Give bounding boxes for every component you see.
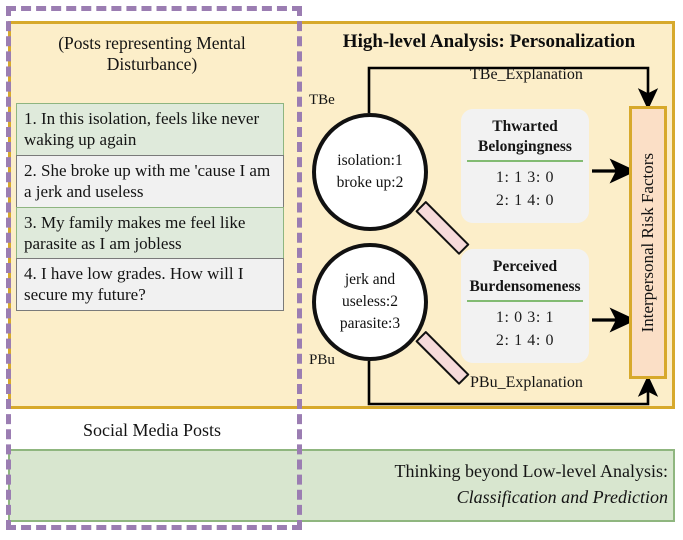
- construct-row-1: 1: 1 3: 0: [495, 169, 555, 187]
- construct-title-line-1: Thwarted: [492, 118, 558, 135]
- tbe-label: TBe: [309, 92, 335, 108]
- construct-thwarted-belongingness: [461, 109, 589, 223]
- construct-perceived-burdensomeness: [461, 249, 589, 363]
- pbu-label: PBu: [309, 352, 335, 368]
- tbe-explanation-label: TBe_Explanation: [470, 66, 583, 83]
- social-media-posts-label: Social Media Posts: [83, 420, 221, 440]
- posts-caption: (Posts representing Mental Disturbance): [58, 33, 246, 75]
- interpersonal-risk-factors-box: [629, 106, 667, 379]
- magnifier-pbu: [312, 243, 428, 361]
- conclusion-line-2: Classification and Prediction: [456, 487, 668, 508]
- list-item: 2. She broke up with me 'cause I am a jerk and useless: [16, 155, 284, 208]
- magnifier-pbu-line-2: useless:2: [342, 293, 398, 310]
- list-item: 4. I have low grades. How will I secure my future?: [16, 258, 284, 311]
- interpersonal-risk-factors-label: Interpersonal Risk Factors: [638, 152, 657, 333]
- magnifier-pbu-line-3: parasite:3: [339, 315, 401, 332]
- pbu-explanation-label: PBu_Explanation: [470, 374, 583, 391]
- conclusion-line-1: Thinking beyond Low-level Analysis:: [394, 461, 668, 481]
- page-title: High-level Analysis: Personalization: [342, 31, 636, 52]
- construct-title-line-2: Burdensomeness: [469, 277, 581, 295]
- divider: [467, 160, 583, 163]
- conclusion-text: [320, 458, 668, 510]
- construct-row-2: 2: 1 4: 0: [495, 332, 555, 350]
- magnifier-tbe-line-1: isolation:1: [337, 152, 403, 169]
- list-item: 3. My family makes me feel like parasite as I am jobless: [16, 207, 284, 260]
- magnifier-tbe-line-2: broke up:2: [336, 174, 404, 191]
- construct-title-line-2: Belongingness: [478, 137, 572, 155]
- magnifier-tbe: [312, 113, 428, 231]
- construct-row-1: 1: 0 3: 1: [495, 309, 555, 327]
- construct-row-2: 2: 1 4: 0: [495, 192, 555, 210]
- divider: [467, 300, 583, 303]
- construct-title-line-1: Perceived: [492, 258, 558, 275]
- social-media-post-list: [16, 105, 284, 311]
- list-item: 1. In this isolation, feels like never waking up again: [16, 103, 284, 156]
- magnifier-pbu-line-1: jerk and: [344, 271, 396, 288]
